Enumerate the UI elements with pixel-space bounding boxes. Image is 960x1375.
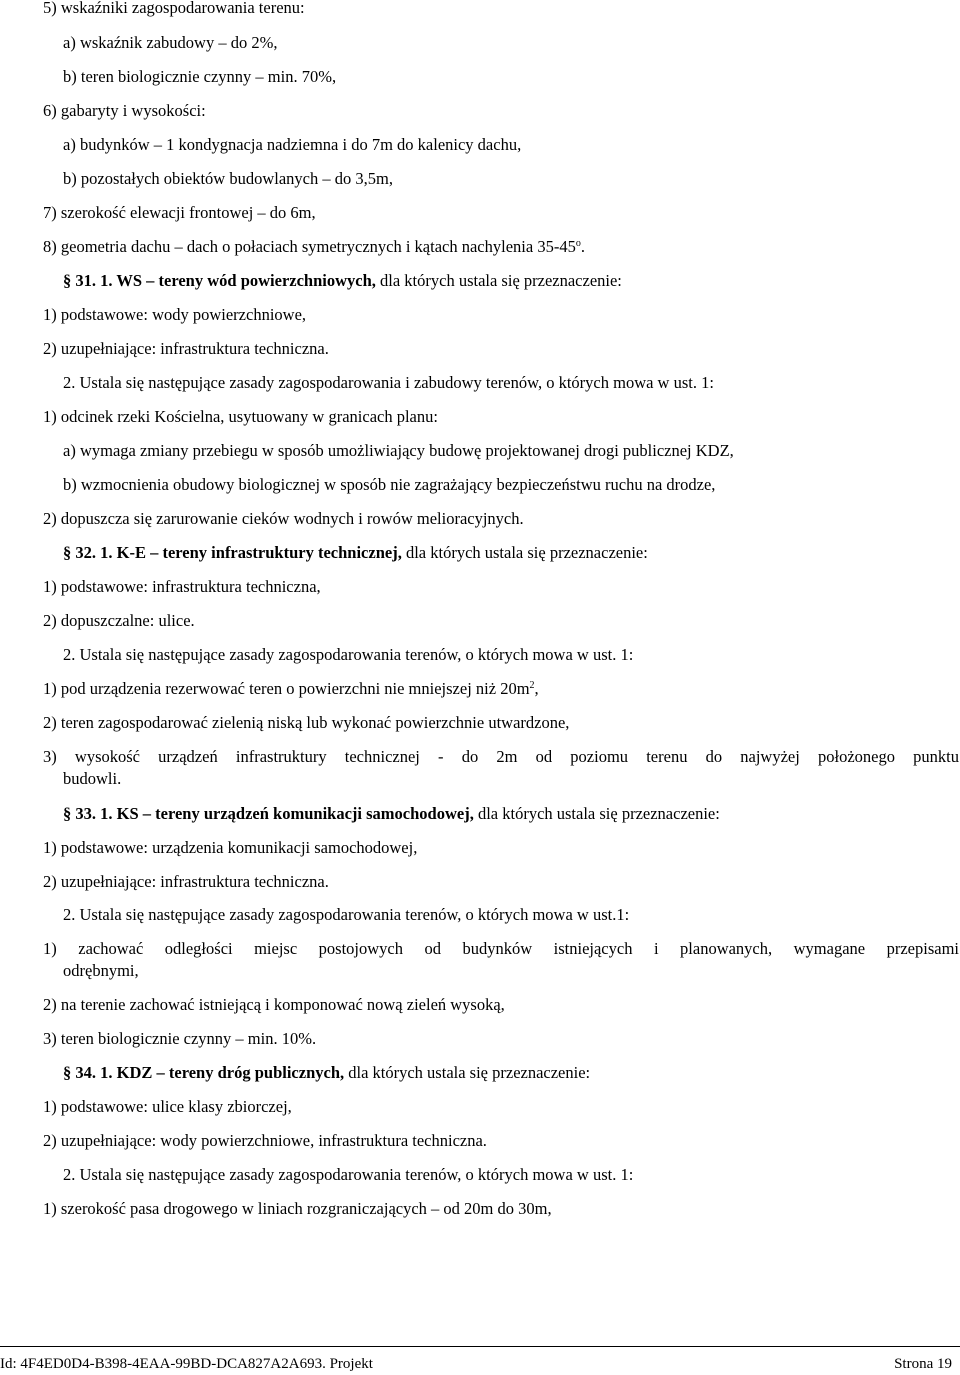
section-sign: § [63,804,72,823]
text-line: 1) pod urządzenia rezerwować teren o powierzchni nie mniejszej niż $20m^2$, [43,679,539,698]
text-line: odrębnymi, [63,961,139,980]
text-line: 2) uzupełniające: infrastruktura techniczna. [43,339,329,358]
text-line: 8) geometria dachu – dach o połaciach symetrycznych i kątach nachylenia 35-45$^o$. [43,237,585,256]
section-heading-31: § 31. 1. WS – tereny wód powierzchniowych, dla których ustala się przeznaczenie: [63,271,622,290]
text-line: 7) szerokość elewacji frontowej – do 6m, [43,203,316,222]
text-line: 2. Ustala się następujące zasady zagospodarowania i zabudowy terenów, o których mowa w ust. 1: [63,373,714,392]
text-line: b) teren biologicznie czynny – min. 70%, [63,67,337,86]
section-sign: § [63,543,72,562]
text-line: 1) podstawowe: urządzenia komunikacji samochodowej, [43,838,418,857]
text-line: 2) dopuszczalne: ulice. [43,611,195,630]
section-heading-33: § 33. 1. KS – tereny urządzeń komunikacji samochodowej, dla których ustala się przeznaczenie: [63,804,720,823]
text-line: 2) uzupełniające: wody powierzchniowe, infrastruktura techniczna. [43,1131,487,1150]
text-line: 2. Ustala się następujące zasady zagospodarowania terenów, o których mowa w ust. 1: [63,1165,634,1184]
text-line: a) wymaga zmiany przebiegu w sposób umożliwiający budowę projektowanej drogi publicznej KDZ, [63,441,734,460]
text-line: 6) gabaryty i wysokości: [43,101,206,120]
text-line: 1) zachować odległości miejsc postojowych od budynków istniejących i planowanych, wymagane przepisami [43,939,959,958]
text-line: 2) na terenie zachować istniejącą i komponować nową zieleń wysoką, [43,995,505,1014]
text-line: 1) podstawowe: ulice klasy zbiorczej, [43,1097,292,1116]
text-line: b) pozostałych obiektów budowlanych – do 3,5m, [63,169,393,188]
superscript: 2 [529,680,535,691]
superscript: o [575,238,581,249]
section-heading-32: § 32. 1. K-E – tereny infrastruktury technicznej, dla których ustala się przeznaczenie: [63,543,648,562]
text-line: 1) szerokość pasa drogowego w liniach rozgraniczających – od 20m do 30m, [43,1199,552,1218]
text-line: 3) teren biologicznie czynny – min. 10%. [43,1029,317,1048]
footer-document-id: Id: 4F4ED0D4-B398-4EAA-99BD-DCA827A2A693. Projekt [0,1356,373,1372]
text-line: 2) uzupełniające: infrastruktura techniczna. [43,872,329,891]
footer-rule [0,1346,960,1347]
text-line: a) budynków – 1 kondygnacja nadziemna i do 7m do kalenicy dachu, [63,135,522,154]
text-line: b) wzmocnienia obudowy biologicznej w sposób nie zagrażający bezpieczeństwu ruchu na drodze, [63,475,716,494]
text-line: 1) podstawowe: wody powierzchniowe, [43,305,307,324]
section-heading-34: § 34. 1. KDZ – tereny dróg publicznych, dla których ustala się przeznaczenie: [63,1063,591,1082]
text-line: 3) wysokość urządzeń infrastruktury technicznej - do 2m od poziomu terenu do najwyżej położonego punktu [43,747,959,766]
text-line: 2. Ustala się następujące zasady zagospodarowania terenów, o których mowa w ust. 1: [63,645,634,664]
section-sign: § [63,1063,72,1082]
footer-page-number: Strona 19 [894,1356,952,1372]
text-line: 2) dopuszcza się zarurowanie cieków wodnych i rowów melioracyjnych. [43,509,524,528]
section-sign: § [63,271,72,290]
text-line: 1) odcinek rzeki Kościelna, usytuowany w granicach planu: [43,407,438,426]
text-line: 2. Ustala się następujące zasady zagospodarowania terenów, o których mowa w ust.1: [63,905,630,924]
text-line: 2) teren zagospodarować zielenią niską lub wykonać powierzchnie utwardzone, [43,713,570,732]
text-line: 5) wskaźniki zagospodarowania terenu: [43,0,305,17]
text-line: 1) podstawowe: infrastruktura techniczna, [43,577,321,596]
text-line: budowli. [63,769,122,788]
text-line: a) wskaźnik zabudowy – do 2%, [63,33,278,52]
